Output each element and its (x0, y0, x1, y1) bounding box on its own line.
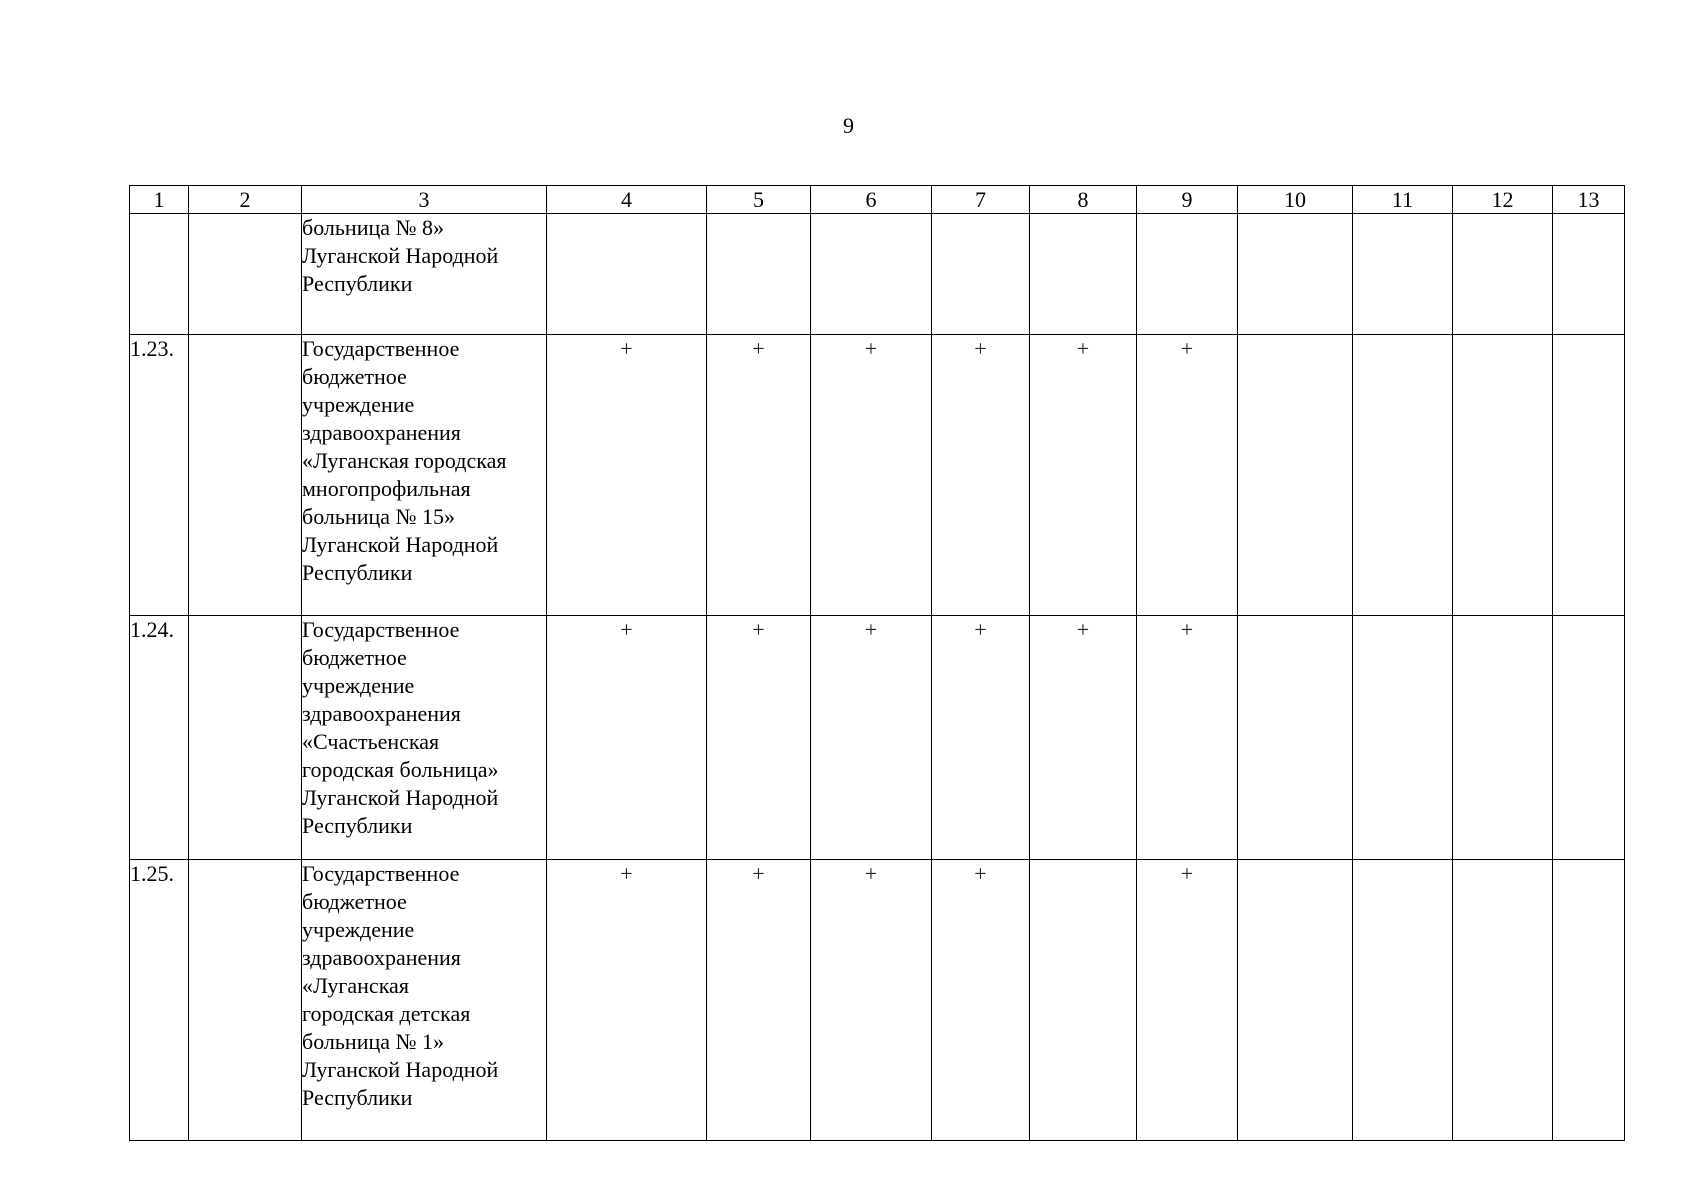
column-number-7: 7 (932, 186, 1030, 214)
institution-name-line: Республики (302, 560, 413, 585)
mark-cell-col-13 (1553, 214, 1625, 335)
institution-name-cell (302, 335, 547, 616)
column-number-8: 8 (1030, 186, 1137, 214)
institution-name-line: «Счастьенская (302, 729, 440, 754)
mark-cell-col-12 (1453, 214, 1553, 335)
column-number-row (130, 186, 1625, 214)
institution-name-line: здравоохранения (302, 701, 461, 726)
institution-name-line: больница № 15» (302, 504, 455, 529)
institution-name-line: учреждение (302, 673, 415, 698)
institution-name-line: больница № 1» (302, 1029, 444, 1054)
table-row (130, 214, 1625, 335)
column-number-1: 1 (130, 186, 189, 214)
mark-cell-col-8: + (1030, 335, 1137, 616)
column-number-2: 2 (189, 186, 302, 214)
mark-cell-col-10 (1238, 335, 1353, 616)
mark-cell-col-5 (707, 214, 811, 335)
column-2-cell (189, 214, 302, 335)
column-number-9: 9 (1137, 186, 1238, 214)
institution-name-line: Луганской Народной (302, 785, 499, 810)
institution-name-cell (302, 860, 547, 1141)
mark-cell-col-8: + (1030, 616, 1137, 860)
row-number-cell: 1.24. (130, 616, 189, 860)
institution-name-cell (302, 616, 547, 860)
institution-name-line: «Луганская городская (302, 448, 507, 473)
mark-cell-col-4: + (547, 335, 707, 616)
mark-cell-col-12 (1453, 860, 1553, 1141)
mark-cell-col-13 (1553, 616, 1625, 860)
mark-cell-col-10 (1238, 214, 1353, 335)
column-2-cell (189, 335, 302, 616)
mark-cell-col-8 (1030, 214, 1137, 335)
mark-cell-col-10 (1238, 616, 1353, 860)
table-row (130, 616, 1625, 860)
institutions-table (129, 185, 1625, 1141)
mark-cell-col-6 (811, 214, 932, 335)
mark-cell-col-6: + (811, 860, 932, 1141)
mark-cell-col-12 (1453, 616, 1553, 860)
page-number: 9 (843, 113, 854, 138)
mark-cell-col-11 (1353, 335, 1453, 616)
table-body (130, 214, 1625, 1141)
institution-name-line: «Луганская (302, 973, 409, 998)
institution-name-line: больница № 8» (302, 215, 444, 240)
mark-cell-col-9: + (1137, 616, 1238, 860)
mark-cell-col-8 (1030, 860, 1137, 1141)
mark-cell-col-6: + (811, 335, 932, 616)
column-number-10: 10 (1238, 186, 1353, 214)
institution-name-line: Государственное (302, 617, 460, 642)
mark-cell-col-11 (1353, 616, 1453, 860)
mark-cell-col-7: + (932, 616, 1030, 860)
column-number-11: 11 (1353, 186, 1453, 214)
institution-name-line: здравоохранения (302, 945, 461, 970)
institution-name-line: городская больница» (302, 757, 499, 782)
mark-cell-col-7: + (932, 335, 1030, 616)
column-number-5: 5 (707, 186, 811, 214)
mark-cell-col-7: + (932, 860, 1030, 1141)
column-number-12: 12 (1453, 186, 1553, 214)
mark-cell-col-9 (1137, 214, 1238, 335)
institution-name-line: Государственное (302, 336, 460, 361)
row-number-cell: 1.25. (130, 860, 189, 1141)
institution-name-line: бюджетное (302, 364, 407, 389)
mark-cell-col-13 (1553, 860, 1625, 1141)
row-number-cell: 1.23. (130, 335, 189, 616)
institution-name-line: здравоохранения (302, 420, 461, 445)
mark-cell-col-11 (1353, 214, 1453, 335)
table-row (130, 860, 1625, 1141)
mark-cell-col-4: + (547, 616, 707, 860)
mark-cell-col-12 (1453, 335, 1553, 616)
mark-cell-col-11 (1353, 860, 1453, 1141)
mark-cell-col-5: + (707, 616, 811, 860)
institution-name-line: бюджетное (302, 645, 407, 670)
institution-name-line: Республики (302, 813, 413, 838)
mark-cell-col-5: + (707, 860, 811, 1141)
institution-name-line: Республики (302, 1085, 413, 1110)
mark-cell-col-7 (932, 214, 1030, 335)
mark-cell-col-4 (547, 214, 707, 335)
mark-cell-col-10 (1238, 860, 1353, 1141)
mark-cell-col-5: + (707, 335, 811, 616)
institution-name-line: Луганской Народной (302, 243, 499, 268)
mark-cell-col-4: + (547, 860, 707, 1141)
mark-cell-col-9: + (1137, 860, 1238, 1141)
mark-cell-col-6: + (811, 616, 932, 860)
table-row (130, 335, 1625, 616)
column-number-6: 6 (811, 186, 932, 214)
column-2-cell (189, 616, 302, 860)
column-number-4: 4 (547, 186, 707, 214)
mark-cell-col-9: + (1137, 335, 1238, 616)
row-number-cell (130, 214, 189, 335)
institution-name-cell (302, 214, 547, 335)
institution-name-line: бюджетное (302, 889, 407, 914)
institution-name-line: учреждение (302, 917, 415, 942)
institution-name-line: Луганской Народной (302, 1057, 499, 1082)
mark-cell-col-13 (1553, 335, 1625, 616)
institution-name-line: Государственное (302, 861, 460, 886)
column-2-cell (189, 860, 302, 1141)
column-number-13: 13 (1553, 186, 1625, 214)
institution-name-line: Луганской Народной (302, 532, 499, 557)
institution-name-line: многопрофильная (302, 476, 471, 501)
column-number-3: 3 (302, 186, 547, 214)
institution-name-line: учреждение (302, 392, 415, 417)
institution-name-line: городская детская (302, 1001, 471, 1026)
institution-name-line: Республики (302, 271, 413, 296)
